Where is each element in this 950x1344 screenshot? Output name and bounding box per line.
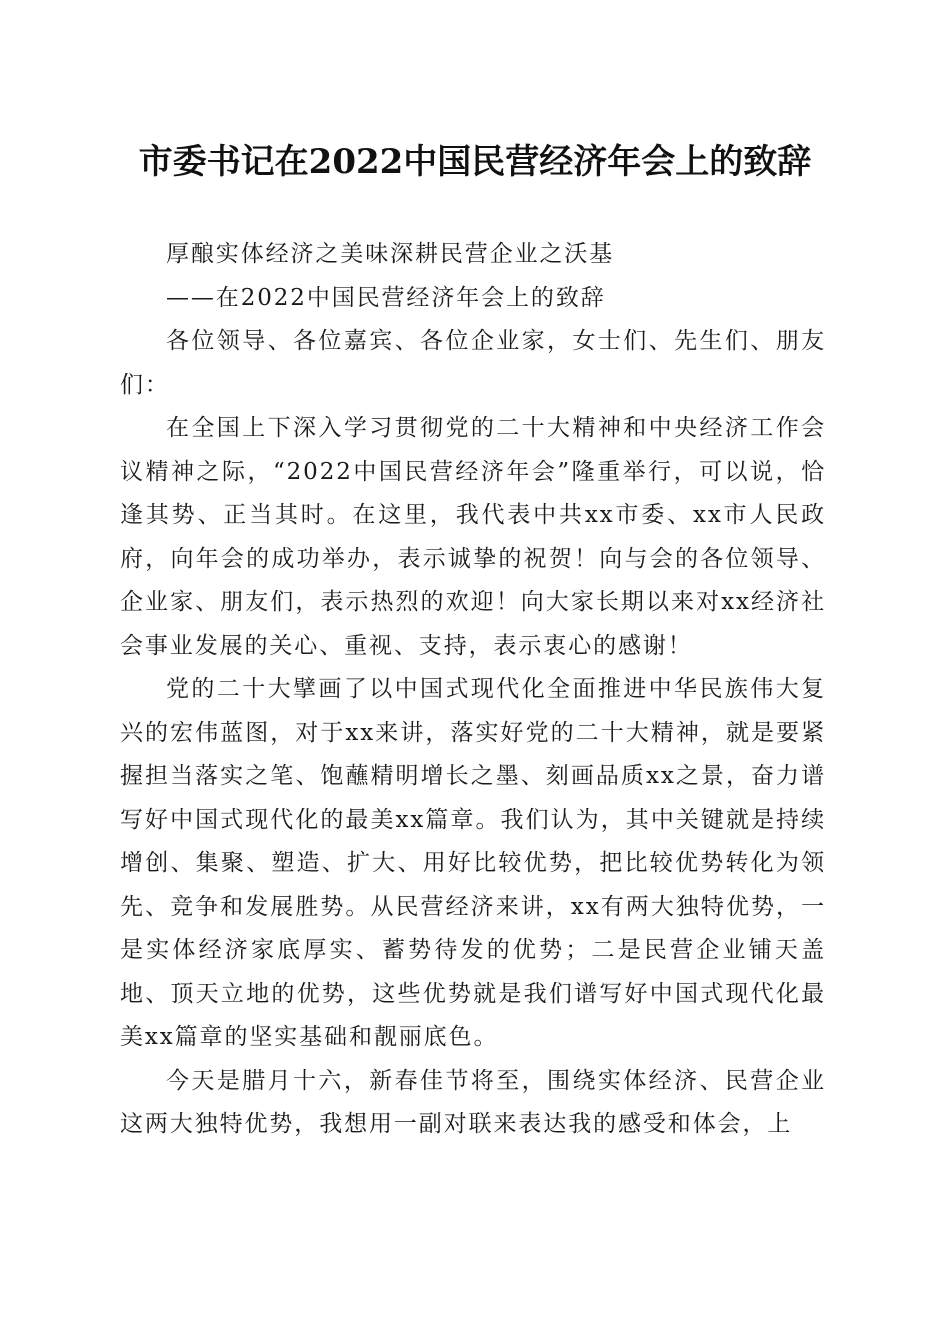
- salutation: 各位领导、各位嘉宾、各位企业家，女士们、先生们、朋友们：: [120, 328, 826, 398]
- body-paragraph: 今天是腊月十六，新春佳节将至，围绕实体经济、民营企业这两大独特优势，我想用一副对联来表达我的感受和体会，上: [120, 1067, 826, 1137]
- document-body: [120, 233, 826, 1147]
- document-title: 市委书记在2022中国民营经济年会上的致辞: [138, 142, 812, 182]
- byline: ——在2022中国民营经济年会上的致辞: [166, 284, 606, 311]
- body-paragraph: 党的二十大擘画了以中国式现代化全面推进中华民族伟大复兴的宏伟蓝图，对于xx来讲，落实好党的二十大精神，就是要紧握担当落实之笔、饱蘸精明增长之墨、刻画品质xx之景，奋力谱写好中国式现代化的最美xx篇章。我们认为，其中关键就是持续增创、集聚、塑造、扩大、用好比较优势，把比较优势转化为领先、竞争和发展胜势。从民营经济来讲，xx有两大独特优势，一是实体经济家底厚实、蓄势待发的优势；二是民营企业铺天盖地、顶天立地的优势，这些优势就是我们谱写好中国式现代化最美xx篇章的坚实基础和靓丽底色。: [120, 676, 826, 1050]
- body-paragraph: 在全国上下深入学习贯彻党的二十大精神和中央经济工作会议精神之际，“2022中国民营经济年会”隆重举行，可以说，恰逢其势、正当其时。在这里，我代表中共xx市委、xx市人民政府，向年会的成功举办，表示诚挚的祝贺！向与会的各位领导、企业家、朋友们，表示热烈的欢迎！向大家长期以来对xx经济社会事业发展的关心、重视、支持，表示衷心的感谢！: [120, 415, 826, 659]
- subtitle-line: 厚酿实体经济之美味深耕民营企业之沃基: [166, 241, 615, 267]
